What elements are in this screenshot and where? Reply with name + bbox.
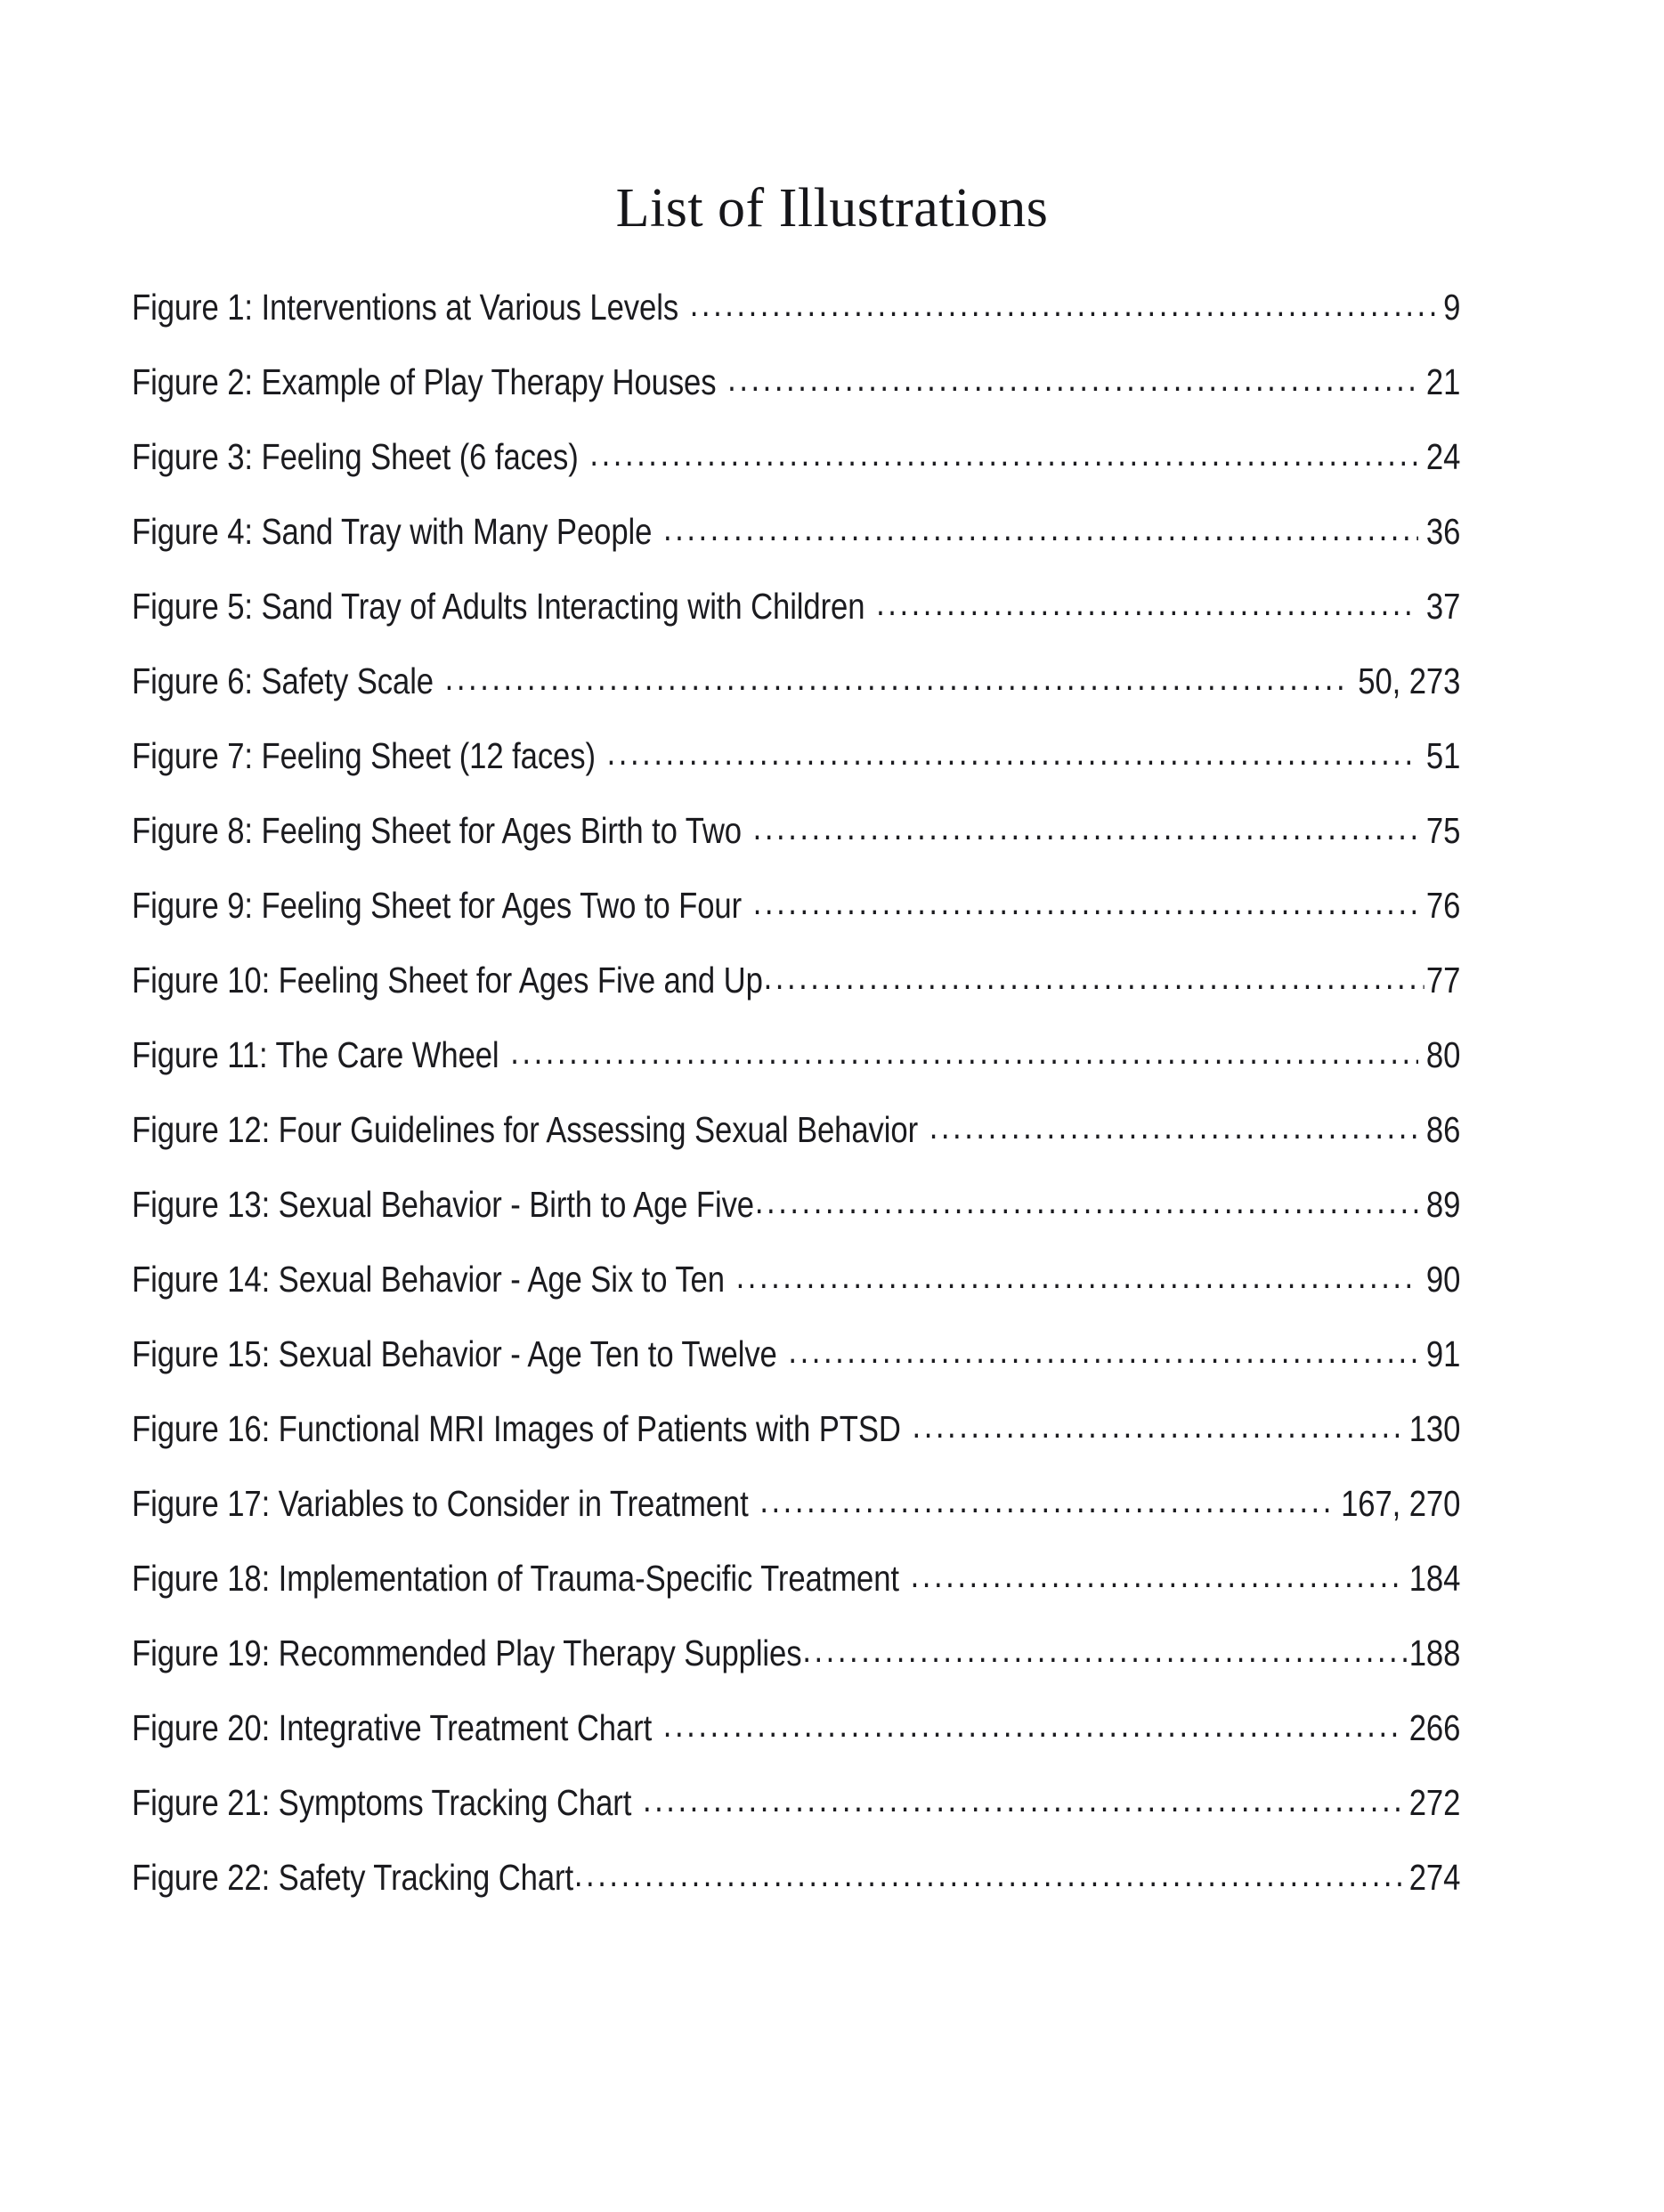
toc-entry-label: Figure 22: Safety Tracking Chart <box>132 1857 574 1898</box>
toc-entry-label: Figure 17: Variables to Consider in Treatment <box>132 1483 749 1524</box>
toc-entry[interactable] <box>132 806 1460 881</box>
toc-entry-page-number: 77 <box>1425 960 1461 1001</box>
toc-entry-label: Figure 15: Sexual Behavior - Age Ten to Twelve <box>132 1333 777 1374</box>
toc-entry-page-number: 50, 273 <box>1358 660 1461 701</box>
toc-entry[interactable] <box>132 1031 1460 1106</box>
toc-dot-leader <box>759 1479 1332 1516</box>
toc-dot-leader <box>574 1853 1407 1890</box>
toc-dot-leader <box>929 1106 1418 1142</box>
toc-dot-leader <box>510 1031 1417 1067</box>
toc-entry-label: Figure 20: Integrative Treatment Chart <box>132 1707 653 1748</box>
toc-dot-leader <box>643 1779 1400 1815</box>
toc-entry-page-number: 76 <box>1425 885 1461 926</box>
toc-entry-page-number: 91 <box>1425 1333 1461 1374</box>
toc-entry[interactable] <box>132 956 1460 1031</box>
toc-dot-leader <box>727 358 1417 394</box>
toc-entry-page-number: 130 <box>1408 1408 1461 1449</box>
toc-entry-label: Figure 7: Feeling Sheet (12 faces) <box>132 735 596 776</box>
toc-entry[interactable] <box>132 732 1460 806</box>
toc-entry-page-number: 167, 270 <box>1341 1483 1461 1524</box>
toc-entry[interactable] <box>132 657 1460 732</box>
toc-dot-leader <box>753 806 1418 843</box>
toc-entry[interactable] <box>132 1330 1460 1405</box>
toc-entry[interactable] <box>132 507 1460 582</box>
toc-entry-page-number: 21 <box>1425 361 1461 402</box>
toc-dot-leader <box>764 956 1425 993</box>
toc-dot-leader <box>690 283 1435 320</box>
toc-entry-label: Figure 2: Example of Play Therapy Houses <box>132 361 717 402</box>
toc-entry-label: Figure 8: Feeling Sheet for Ages Birth to Two <box>132 810 742 851</box>
toc-dot-leader <box>876 582 1418 619</box>
toc-entry[interactable] <box>132 283 1460 358</box>
toc-entry-label: Figure 4: Sand Tray with Many People <box>132 511 653 552</box>
page-title: List of Illustrations <box>615 177 1049 239</box>
toc-dot-leader <box>589 433 1417 469</box>
toc-entry-page-number: 51 <box>1425 735 1461 776</box>
toc-entry-label: Figure 3: Feeling Sheet (6 faces) <box>132 436 579 477</box>
toc-entry-page-number: 37 <box>1425 586 1461 627</box>
toc-entry-label: Figure 12: Four Guidelines for Assessing Sexual Behavior <box>132 1109 919 1150</box>
toc-entry[interactable] <box>132 1405 1460 1479</box>
toc-entry[interactable] <box>132 1255 1460 1330</box>
toc-entry-label: Figure 9: Feeling Sheet for Ages Two to Four <box>132 885 743 926</box>
toc-dot-leader <box>753 881 1418 918</box>
toc-dot-leader <box>663 1704 1401 1740</box>
toc-entry-page-number: 184 <box>1408 1558 1461 1599</box>
toc-entry[interactable] <box>132 1779 1460 1853</box>
toc-entry[interactable] <box>132 1180 1460 1255</box>
toc-entry-page-number: 24 <box>1425 436 1461 477</box>
toc-dot-leader <box>913 1405 1401 1441</box>
toc-entry[interactable] <box>132 1479 1460 1554</box>
toc-entry-page-number: 188 <box>1408 1633 1461 1673</box>
toc-entry-page-number: 36 <box>1425 511 1461 552</box>
toc-entry-label: Figure 6: Safety Scale <box>132 660 434 701</box>
toc-entry[interactable] <box>132 881 1460 956</box>
toc-dot-leader <box>755 1180 1425 1217</box>
toc-entry-label: Figure 19: Recommended Play Therapy Supplies <box>132 1633 802 1673</box>
toc-entry-label: Figure 13: Sexual Behavior - Birth to Age Five <box>132 1184 754 1225</box>
toc-entry[interactable] <box>132 1853 1460 1928</box>
toc-entry[interactable] <box>132 1554 1460 1629</box>
toc-entry-page-number: 274 <box>1408 1857 1461 1898</box>
toc-entry-label: Figure 5: Sand Tray of Adults Interacting with Children <box>132 586 865 627</box>
toc-dot-leader <box>607 732 1418 768</box>
list-of-illustrations <box>132 283 1460 1928</box>
toc-dot-leader <box>663 507 1418 544</box>
toc-dot-leader <box>788 1330 1417 1366</box>
toc-dot-leader <box>802 1629 1407 1665</box>
toc-entry[interactable] <box>132 433 1460 507</box>
toc-entry-label: Figure 21: Symptoms Tracking Chart <box>132 1782 632 1823</box>
toc-entry[interactable] <box>132 1629 1460 1704</box>
toc-entry-page-number: 89 <box>1425 1184 1461 1225</box>
toc-dot-leader <box>445 657 1350 693</box>
toc-entry-page-number: 9 <box>1443 287 1461 328</box>
toc-entry[interactable] <box>132 582 1460 657</box>
toc-entry-label: Figure 14: Sexual Behavior - Age Six to Ten <box>132 1259 725 1300</box>
toc-entry-label: Figure 11: The Care Wheel <box>132 1034 499 1075</box>
toc-entry[interactable] <box>132 358 1460 433</box>
toc-entry-label: Figure 16: Functional MRI Images of Patients with PTSD <box>132 1408 901 1449</box>
toc-entry-page-number: 272 <box>1408 1782 1461 1823</box>
toc-dot-leader <box>736 1255 1418 1292</box>
toc-entry-label: Figure 10: Feeling Sheet for Ages Five and Up <box>132 960 763 1001</box>
toc-entry-label: Figure 1: Interventions at Various Levels <box>132 287 679 328</box>
toc-entry[interactable] <box>132 1704 1460 1779</box>
toc-entry-page-number: 75 <box>1425 810 1461 851</box>
toc-entry-page-number: 86 <box>1425 1109 1461 1150</box>
toc-entry-label: Figure 18: Implementation of Trauma-Specific Treatment <box>132 1558 899 1599</box>
toc-dot-leader <box>911 1554 1401 1591</box>
toc-entry-page-number: 90 <box>1425 1259 1461 1300</box>
toc-entry-page-number: 266 <box>1408 1707 1461 1748</box>
toc-entry[interactable] <box>132 1106 1460 1180</box>
toc-entry-page-number: 80 <box>1425 1034 1461 1075</box>
